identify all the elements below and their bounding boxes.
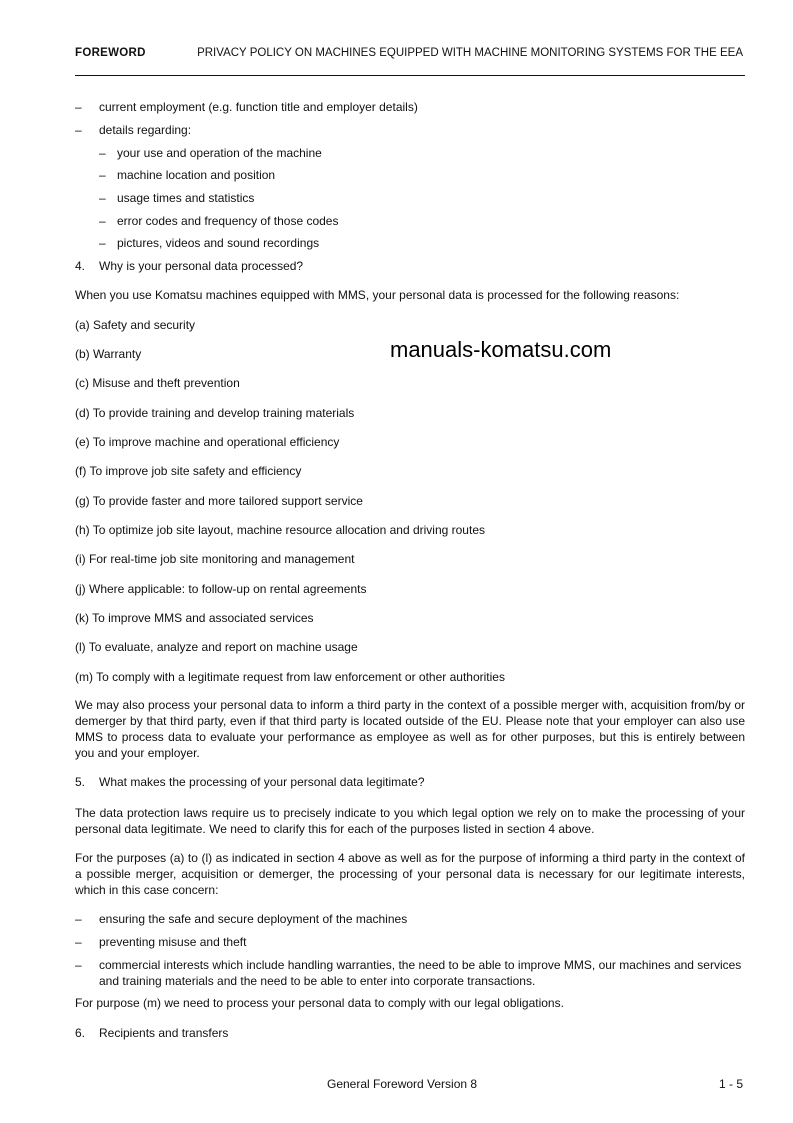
section-number: 4. — [75, 259, 86, 273]
sublist-dash: – — [99, 214, 106, 228]
section-heading: What makes the processing of your personal data legitimate? — [99, 775, 425, 789]
list-item: ensuring the safe and secure deployment of the machines — [99, 912, 408, 926]
page-header — [75, 47, 146, 59]
watermark-link[interactable]: manuals-komatsu.com — [390, 337, 612, 362]
reason-item: (l) To evaluate, analyze and report on machine usage — [75, 640, 358, 654]
reason-item: (m) To comply with a legitimate request from law enforcement or other authorities — [75, 670, 505, 684]
list-dash: – — [75, 935, 82, 949]
header-section: FOREWORD — [75, 47, 146, 59]
section-heading: Why is your personal data processed? — [99, 259, 304, 273]
list-dash: – — [75, 912, 82, 926]
sublist-dash: – — [99, 168, 106, 182]
section-paragraph: For purpose (m) we need to process your personal data to comply with our legal obligations. — [75, 996, 564, 1010]
list-item: current employment (e.g. function title and employer details) — [99, 100, 418, 114]
reason-item: (i) For real-time job site monitoring and management — [75, 552, 355, 566]
list-dash: – — [75, 100, 82, 114]
sublist-item: pictures, videos and sound recordings — [117, 236, 320, 250]
header-divider — [75, 75, 745, 76]
section-paragraph: The data protection laws require us to precisely indicate to you which legal option we rely on to make the processing of your personal data legitimate. We need to clarify this for each of the purposes listed in section 4 above. — [75, 806, 745, 836]
reason-item: (c) Misuse and theft prevention — [75, 376, 240, 390]
section-paragraph: For the purposes (a) to (l) as indicated in section 4 above as well as for the purpose of informing a third party in the context of a possible merger, acquisition or demerger, the processing of your personal data is necessary for our legitimate interests, which in this case concern: — [75, 851, 745, 897]
section-number: 6. — [75, 1026, 86, 1040]
list-item: preventing misuse and theft — [99, 935, 247, 949]
sublist-dash: – — [99, 236, 106, 250]
reason-item: (f) To improve job site safety and efficiency — [75, 464, 302, 478]
reason-item: (e) To improve machine and operational efficiency — [75, 435, 340, 449]
section-heading: Recipients and transfers — [99, 1026, 229, 1040]
list-dash: – — [75, 958, 82, 972]
sublist-item: machine location and position — [117, 168, 276, 182]
sublist-dash: – — [99, 191, 106, 205]
list-dash: – — [75, 123, 82, 137]
sublist-item: usage times and statistics — [117, 191, 255, 205]
list-item: details regarding: — [99, 123, 192, 137]
reason-item: (a) Safety and security — [75, 318, 196, 332]
sublist-item: your use and operation of the machine — [117, 146, 322, 160]
reason-item: (k) To improve MMS and associated services — [75, 611, 314, 625]
sublist-dash: – — [99, 146, 106, 160]
reason-item: (b) Warranty — [75, 347, 142, 361]
section-intro: When you use Komatsu machines equipped with MMS, your personal data is processed for the following reasons: — [75, 288, 680, 302]
reason-item: (h) To optimize job site layout, machine resource allocation and driving routes — [75, 523, 485, 537]
reason-item: (d) To provide training and develop training materials — [75, 406, 355, 420]
section-closing-paragraph: We may also process your personal data to inform a third party in the context of a possible merger with, acquisition from/by or demerger by that third party, even if that third party is located outside of the EU. Please note that your employer can also use MMS to process data to evaluate your performance as employee as well as for other purposes, but this is entirely between you and your employer. — [75, 698, 745, 760]
sublist-item: error codes and frequency of those codes — [117, 214, 339, 228]
header-title: PRIVACY POLICY ON MACHINES EQUIPPED WITH MACHINE MONITORING SYSTEMS FOR THE EEA — [197, 47, 743, 59]
list-item: commercial interests which include handling warranties, the need to be able to improve MMS, our machines and services and training materials and the need to be able to enter into corporate transactions. — [99, 958, 742, 988]
section-number: 5. — [75, 775, 86, 789]
reason-item: (j) Where applicable: to follow-up on rental agreements — [75, 582, 367, 596]
page-number: 1 - 5 — [718, 1077, 743, 1091]
footer-title: General Foreword Version 8 — [327, 1077, 478, 1091]
reason-item: (g) To provide faster and more tailored support service — [75, 494, 363, 508]
